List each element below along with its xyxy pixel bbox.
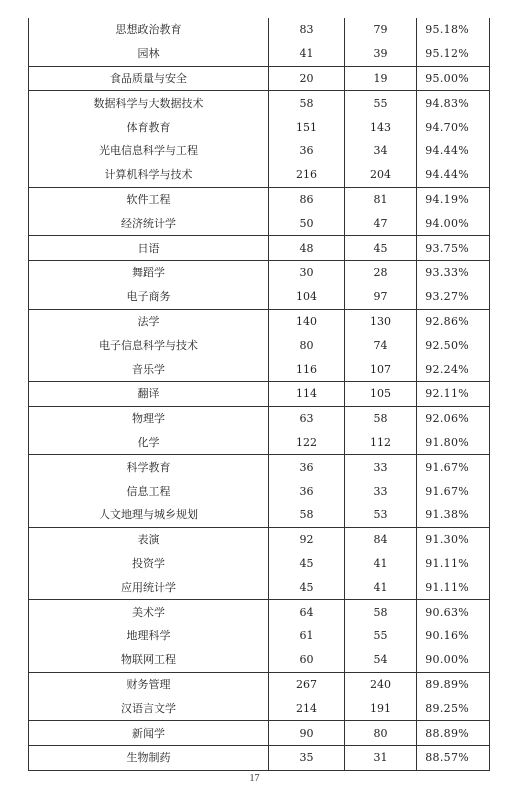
major-name-cell: 人文地理与城乡规划 [29,503,269,527]
table-body [29,18,490,770]
count-a-cell: 48 [269,236,345,261]
rate-cell: 91.67% [417,455,490,479]
count-a-cell: 36 [269,455,345,479]
count-a-cell: 80 [269,333,345,357]
count-b-cell: 80 [345,721,417,746]
major-name-cell: 舞蹈学 [29,260,269,284]
rate-cell: 94.44% [417,139,490,163]
table-row [29,479,490,503]
major-name-cell: 物联网工程 [29,648,269,672]
count-a-cell: 35 [269,745,345,770]
table-row [29,527,490,551]
table-row [29,163,490,187]
rate-cell: 94.00% [417,211,490,235]
count-a-cell: 104 [269,285,345,309]
count-a-cell: 114 [269,381,345,406]
count-b-cell: 84 [345,527,417,551]
table-row [29,211,490,235]
count-a-cell: 60 [269,648,345,672]
major-name-cell: 体育教育 [29,115,269,139]
count-a-cell: 30 [269,260,345,284]
table-row [29,575,490,599]
rate-cell: 95.00% [417,66,490,91]
count-a-cell: 61 [269,624,345,648]
count-b-cell: 81 [345,187,417,211]
major-name-cell: 思想政治教育 [29,18,269,42]
rate-cell: 94.83% [417,91,490,115]
table-row [29,115,490,139]
major-name-cell: 财务管理 [29,672,269,696]
rate-cell: 88.57% [417,745,490,770]
rate-cell: 92.86% [417,309,490,333]
rate-cell: 88.89% [417,721,490,746]
major-name-cell: 音乐学 [29,357,269,381]
count-b-cell: 58 [345,406,417,430]
major-name-cell: 经济统计学 [29,211,269,235]
count-b-cell: 33 [345,455,417,479]
major-name-cell: 光电信息科学与工程 [29,139,269,163]
count-b-cell: 112 [345,431,417,455]
count-a-cell: 83 [269,18,345,42]
count-a-cell: 267 [269,672,345,696]
table-row [29,455,490,479]
count-b-cell: 19 [345,66,417,91]
rate-cell: 91.67% [417,479,490,503]
table-row [29,600,490,624]
major-name-cell: 汉语言文学 [29,696,269,720]
count-b-cell: 105 [345,381,417,406]
count-a-cell: 36 [269,139,345,163]
table-row [29,672,490,696]
document-page [28,18,489,771]
count-b-cell: 58 [345,600,417,624]
count-a-cell: 122 [269,431,345,455]
count-a-cell: 92 [269,527,345,551]
rate-cell: 95.12% [417,42,490,66]
table-row [29,745,490,770]
major-name-cell: 电子商务 [29,285,269,309]
rate-cell: 91.11% [417,575,490,599]
count-b-cell: 191 [345,696,417,720]
rate-cell: 91.80% [417,431,490,455]
count-b-cell: 240 [345,672,417,696]
table-row [29,236,490,261]
page-number: 17 [249,773,260,784]
table-row [29,309,490,333]
rate-cell: 93.27% [417,285,490,309]
rate-cell: 92.06% [417,406,490,430]
rate-cell: 94.44% [417,163,490,187]
table-row [29,285,490,309]
count-a-cell: 63 [269,406,345,430]
count-a-cell: 58 [269,503,345,527]
major-name-cell: 化学 [29,431,269,455]
major-name-cell: 计算机科学与技术 [29,163,269,187]
table-row [29,624,490,648]
major-name-cell: 表演 [29,527,269,551]
major-statistics-table [28,18,490,771]
table-row [29,357,490,381]
rate-cell: 93.33% [417,260,490,284]
count-a-cell: 64 [269,600,345,624]
table-row [29,333,490,357]
count-b-cell: 54 [345,648,417,672]
table-row [29,696,490,720]
table-row [29,381,490,406]
count-a-cell: 50 [269,211,345,235]
major-name-cell: 地理科学 [29,624,269,648]
count-b-cell: 45 [345,236,417,261]
table-row [29,42,490,66]
major-name-cell: 电子信息科学与技术 [29,333,269,357]
count-a-cell: 214 [269,696,345,720]
major-name-cell: 科学教育 [29,455,269,479]
count-b-cell: 34 [345,139,417,163]
count-b-cell: 41 [345,575,417,599]
table-row [29,187,490,211]
rate-cell: 91.38% [417,503,490,527]
count-b-cell: 74 [345,333,417,357]
table-row [29,18,490,42]
rate-cell: 92.24% [417,357,490,381]
major-name-cell: 投资学 [29,552,269,576]
count-b-cell: 79 [345,18,417,42]
rate-cell: 90.63% [417,600,490,624]
count-a-cell: 151 [269,115,345,139]
table-row [29,721,490,746]
rate-cell: 93.75% [417,236,490,261]
table-row [29,552,490,576]
rate-cell: 92.50% [417,333,490,357]
major-name-cell: 翻译 [29,381,269,406]
count-a-cell: 140 [269,309,345,333]
major-name-cell: 日语 [29,236,269,261]
rate-cell: 89.25% [417,696,490,720]
count-a-cell: 90 [269,721,345,746]
rate-cell: 91.11% [417,552,490,576]
count-a-cell: 41 [269,42,345,66]
table-row [29,260,490,284]
major-name-cell: 园林 [29,42,269,66]
count-b-cell: 130 [345,309,417,333]
count-b-cell: 39 [345,42,417,66]
count-b-cell: 33 [345,479,417,503]
rate-cell: 90.00% [417,648,490,672]
count-b-cell: 31 [345,745,417,770]
table-row [29,406,490,430]
major-name-cell: 新闻学 [29,721,269,746]
table-row [29,648,490,672]
count-b-cell: 204 [345,163,417,187]
table-row [29,91,490,115]
major-name-cell: 食品质量与安全 [29,66,269,91]
table-row [29,431,490,455]
count-a-cell: 58 [269,91,345,115]
rate-cell: 91.30% [417,527,490,551]
table-row [29,503,490,527]
rate-cell: 94.70% [417,115,490,139]
count-b-cell: 55 [345,91,417,115]
count-b-cell: 53 [345,503,417,527]
major-name-cell: 软件工程 [29,187,269,211]
count-b-cell: 143 [345,115,417,139]
count-b-cell: 28 [345,260,417,284]
rate-cell: 90.16% [417,624,490,648]
major-name-cell: 生物制药 [29,745,269,770]
count-b-cell: 55 [345,624,417,648]
count-a-cell: 216 [269,163,345,187]
count-b-cell: 41 [345,552,417,576]
count-a-cell: 20 [269,66,345,91]
major-name-cell: 美术学 [29,600,269,624]
rate-cell: 94.19% [417,187,490,211]
rate-cell: 92.11% [417,381,490,406]
rate-cell: 89.89% [417,672,490,696]
major-name-cell: 数据科学与大数据技术 [29,91,269,115]
count-b-cell: 107 [345,357,417,381]
major-name-cell: 应用统计学 [29,575,269,599]
count-a-cell: 116 [269,357,345,381]
table-row [29,66,490,91]
table-row [29,139,490,163]
count-a-cell: 45 [269,575,345,599]
count-a-cell: 36 [269,479,345,503]
count-a-cell: 86 [269,187,345,211]
rate-cell: 95.18% [417,18,490,42]
count-b-cell: 47 [345,211,417,235]
count-b-cell: 97 [345,285,417,309]
major-name-cell: 物理学 [29,406,269,430]
count-a-cell: 45 [269,552,345,576]
major-name-cell: 法学 [29,309,269,333]
major-name-cell: 信息工程 [29,479,269,503]
